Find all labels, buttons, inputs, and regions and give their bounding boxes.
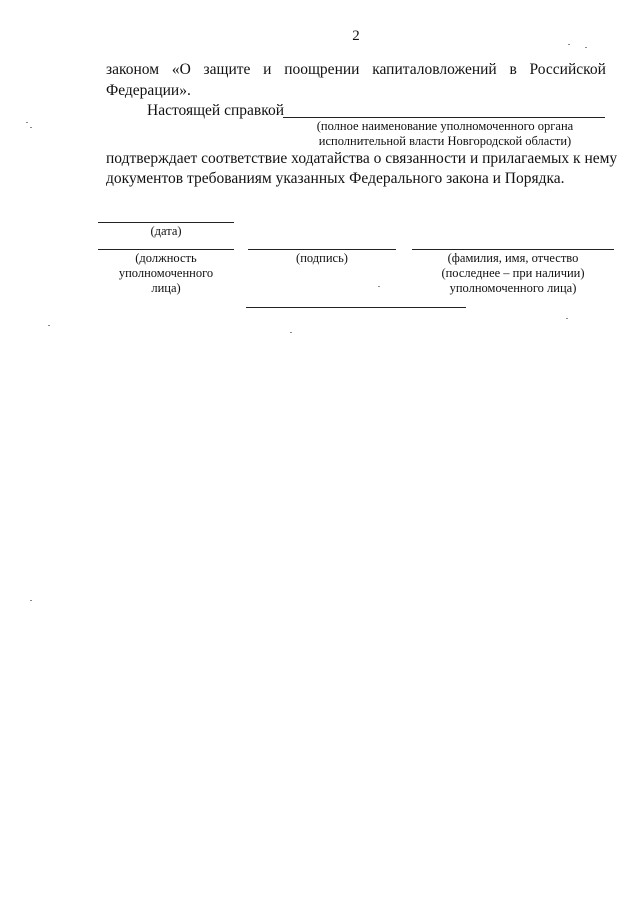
paragraph-line-1 (106, 60, 606, 80)
scan-speck (48, 325, 50, 326)
word: в (509, 61, 517, 78)
caption-line: (фамилия, имя, отчество (447, 251, 579, 265)
scan-speck (290, 332, 292, 333)
word: Российской (529, 61, 606, 78)
signature-line (248, 249, 396, 250)
scan-speck (378, 286, 380, 287)
bottom-rule (246, 307, 466, 308)
full-name-line (412, 249, 614, 250)
signature-caption: (подпись) (296, 251, 348, 265)
scan-speck (568, 44, 570, 45)
page-number: 2 (352, 28, 360, 44)
full-name-caption (412, 251, 614, 296)
scan-speck (585, 47, 587, 48)
word: поощрении (284, 61, 360, 78)
date-caption: (дата) (150, 224, 182, 238)
word: и (263, 61, 272, 78)
organ-caption (285, 119, 605, 149)
word: «О (171, 61, 191, 78)
caption-line: уполномоченного (118, 266, 214, 280)
caption-line: (должность (135, 251, 197, 265)
caption-line: (последнее – при наличии) (441, 266, 585, 280)
paragraph-line-4: подтверждает соответствие ходатайства о связанности и прилагаемых к нему (106, 150, 618, 167)
paragraph-line-2: Федерации». (106, 82, 191, 99)
position-caption (98, 251, 234, 296)
paragraph-line-3: Настоящей справкой (147, 102, 285, 119)
caption-line: (полное наименование уполномоченного органа (316, 119, 574, 133)
scan-speck (566, 318, 568, 319)
scan-speck (26, 122, 28, 123)
date-line (98, 222, 234, 223)
paragraph-line-5: документов требованиям указанных Федерального закона и Порядка. (106, 170, 565, 187)
caption-line: уполномоченного лица) (449, 281, 577, 295)
scan-speck (30, 127, 32, 128)
position-line (98, 249, 234, 250)
word: защите (203, 61, 251, 78)
scan-speck (30, 600, 32, 601)
organ-fill-line (283, 117, 605, 118)
caption-line: лица) (151, 281, 181, 295)
word: капиталовложений (372, 61, 497, 78)
caption-line: исполнительной власти Новгородской области) (318, 134, 572, 148)
word: законом (106, 61, 160, 78)
